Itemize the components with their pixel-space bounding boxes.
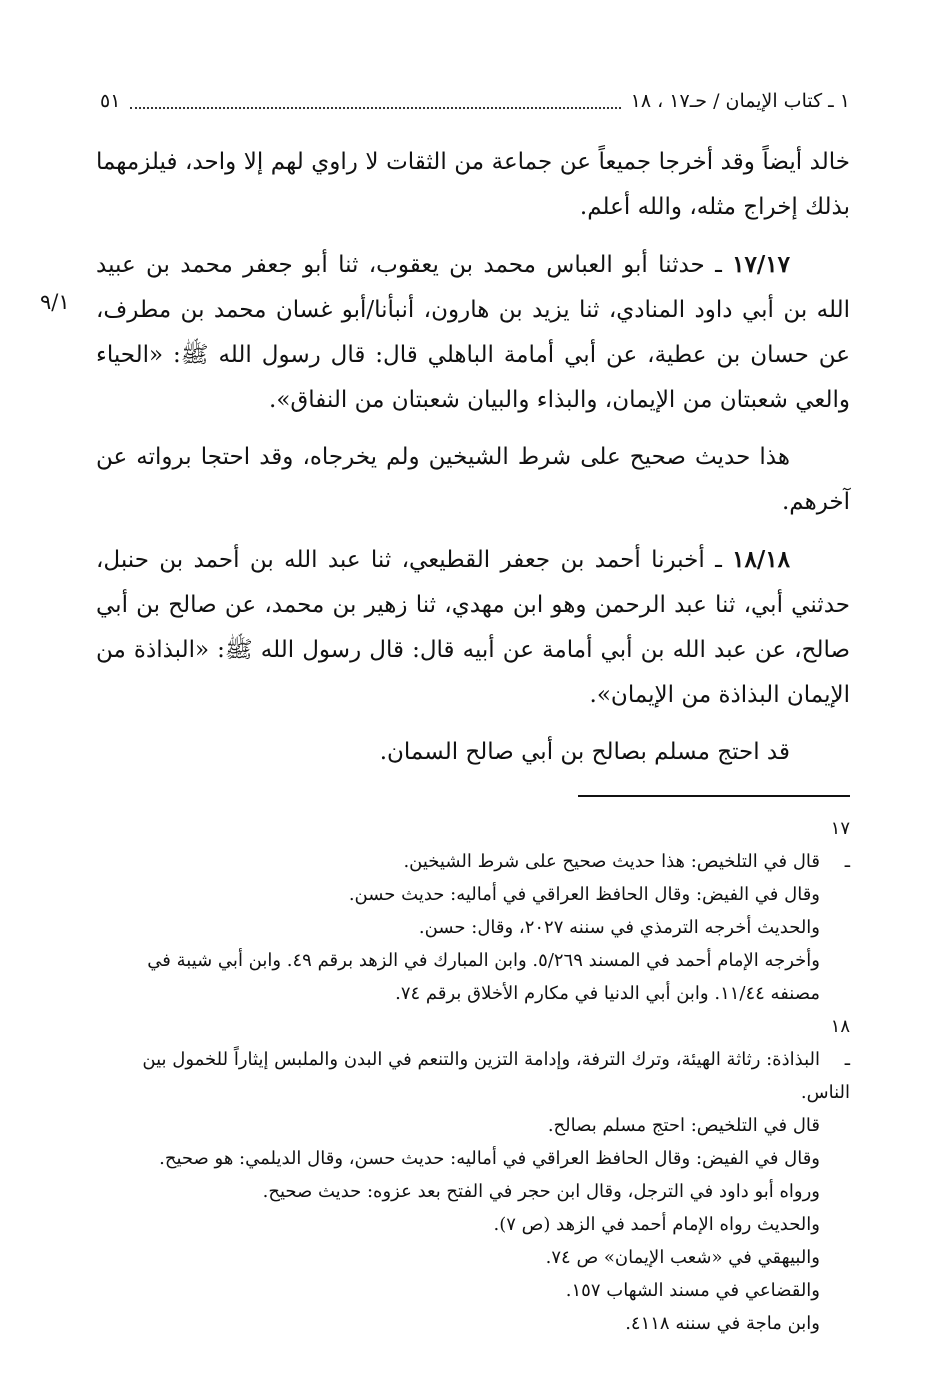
footnote-17-line-2: وقال في الفيض: وقال الحافظ العراقي في أماليه: حديث حسن. bbox=[348, 884, 820, 905]
main-text bbox=[96, 140, 850, 787]
footnote-separator bbox=[578, 795, 850, 797]
footnote-18 bbox=[96, 1010, 850, 1109]
footnote-17-line-1: قال في التلخيص: هذا حديث صحيح على شرط الشيخين. bbox=[403, 851, 820, 872]
footnote-18-line-8: وابن ماجة في سننه ٤١١٨. bbox=[625, 1313, 820, 1334]
footnote-18-line-3: وقال في الفيض: وقال الحافظ العراقي في أماليه: حديث حسن، وقال الديلمي: هو صحيح. bbox=[159, 1148, 820, 1169]
footnote-18-line-1: البذاذة: رثاثة الهيئة، وترك الترفة، وإدامة التزين والتنعم في البدن والملبس إيثاراً للخمول بين الناس. bbox=[142, 1049, 850, 1103]
page-number: ٥١ bbox=[100, 90, 121, 112]
marginal-folio-note: ٩/١ bbox=[40, 290, 70, 314]
footnote-17-line-4: وأخرجه الإمام أحمد في المسند ٥/٢٦٩. وابن المبارك في الزهد برقم ٤٩. وابن أبي شيبة في مصنفه ١١/٤٤. وابن أبي الدنيا في مكارم الأخلاق برقم ٧٤. bbox=[147, 950, 820, 1004]
hadith-number-17: ١٧/١٧ bbox=[732, 251, 790, 278]
footnotes bbox=[96, 812, 850, 1340]
footnote-18-line-7: والقضاعي في مسند الشهاب ١٥٧. bbox=[565, 1280, 820, 1301]
hadith-number-18: ١٨/١٨ bbox=[732, 546, 790, 573]
running-header bbox=[100, 84, 850, 118]
footnote-17-number: ١٧ ـ bbox=[830, 818, 850, 872]
header-dot-leader bbox=[130, 93, 620, 109]
footnote-18-number: ١٨ ـ bbox=[830, 1016, 850, 1070]
commentary-17: هذا حديث صحيح على شرط الشيخين ولم يخرجاه، وقد احتجا برواته عن آخرهم. bbox=[96, 444, 850, 515]
footnote-18-line-2: قال في التلخيص: احتج مسلم بصالح. bbox=[547, 1115, 820, 1136]
hadith-18 bbox=[96, 537, 850, 718]
paragraph-continuation: خالد أيضاً وقد أخرجا جميعاً عن جماعة من الثقات لا راوي لهم إلا واحد، فيلزمهما بذلك إخراج مثله، والله أعلم. bbox=[96, 149, 850, 220]
footnote-17-line-3: والحديث أخرجه الترمذي في سننه ٢٠٢٧، وقال: حسن. bbox=[418, 917, 820, 938]
hadith-17 bbox=[96, 242, 850, 423]
footnote-18-line-4: ورواه أبو داود في الترجل، وقال ابن حجر في الفتح بعد عزوه: حديث صحيح. bbox=[262, 1181, 820, 1202]
hadith-18-text: ـ أخبرنا أحمد بن جعفر القطيعي، ثنا عبد الله بن أحمد بن حنبل، حدثني أبي، ثنا عبد الرحمن وهو ابن مهدي، ثنا زهير بن محمد، عن صالح بن أبي صالح، عن عبد الله بن أبي أمامة عن أبيه قال: قال رسول الله ﷺ: «البذاذة من الإيمان البذاذة من الإيمان». bbox=[96, 547, 850, 708]
footnote-17 bbox=[96, 812, 850, 878]
hadith-17-text: ـ حدثنا أبو العباس محمد بن يعقوب، ثنا أبو جعفر محمد بن عبيد الله بن أبي داود المنادي، ثنا يزيد بن هارون، أنبأنا/أبو غسان محمد بن مطرف، عن حسان بن عطية، عن أبي أمامة الباهلي قال: قال رسول الله ﷺ: «الحياء والعي شعبتان من الإيمان، والبذاء والبيان شعبتان من النفاق». bbox=[96, 252, 850, 413]
commentary-18: قد احتج مسلم بصالح بن أبي صالح السمان. bbox=[379, 739, 790, 765]
footnote-18-line-6: والبيهقي في «شعب الإيمان» ص ٧٤. bbox=[545, 1247, 820, 1268]
footnote-18-line-5: والحديث رواه الإمام أحمد في الزهد (ص ٧). bbox=[493, 1214, 820, 1235]
running-title: ١ ـ كتاب الإيمان / حـ١٧ ، ١٨ bbox=[630, 90, 850, 112]
